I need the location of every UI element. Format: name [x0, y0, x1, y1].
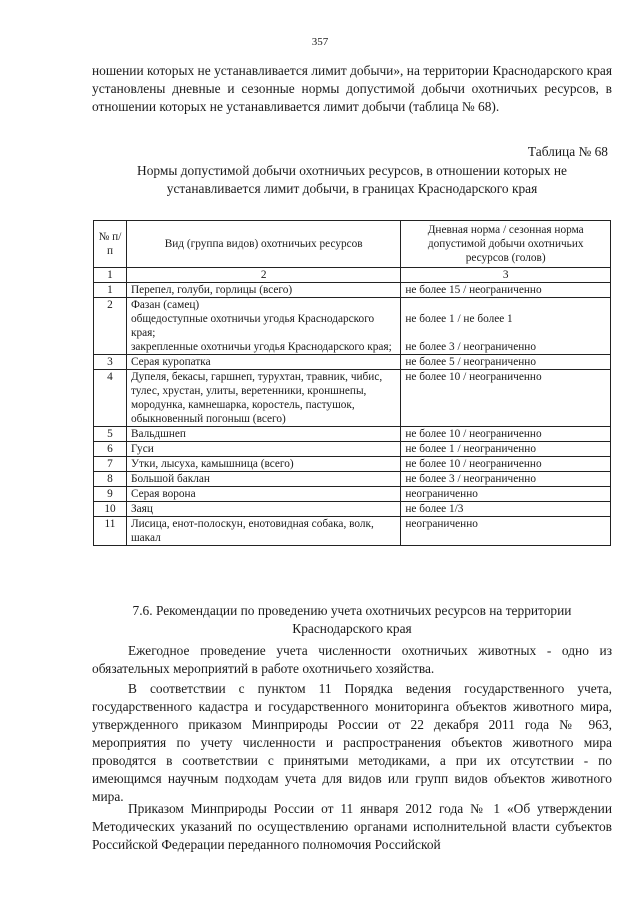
body-paragraph: В соответствии с пунктом 11 Порядка ведения государственного учета, государственного кадастра и государственного мониторинга объектов животного мира, утвержденного приказом Минприроды России от 22 декабря 2011 года № 963, мероприятия по учету численности и распространения объектов животного мира проводятся в соответствии с принятыми методиками, а при их отсутствии - по имеющимся научным подходам учета для видов или групп видов объектов животного мира. [92, 681, 612, 804]
species-cell: Вальдшнеп [126, 427, 400, 442]
table-title: Нормы допустимой добычи охотничьих ресурсов, в отношении которых не устанавливается лимит добычи, в границах Краснодарского края [137, 163, 567, 196]
species-cell [126, 298, 400, 355]
norm-cell [401, 298, 611, 355]
table-row [94, 517, 611, 546]
body-paragraph: Ежегодное проведение учета численности охотничьих животных - одно из обязательных мероприятий в работе охотничьего хозяйства. [92, 643, 612, 676]
row-number: 4 [94, 370, 127, 427]
norm-subgroup: не более 1 / не более 1 [405, 313, 513, 325]
row-number: 2 [94, 298, 127, 355]
norm-cell: не более 10 / неограниченно [401, 427, 611, 442]
hunting-norms-table [93, 220, 611, 546]
header-norm: Дневная норма / сезонная норма допустимой добычи охотничьих ресурсов (голов) [401, 221, 611, 268]
species-subgroup: закрепленные охотничьи угодья Краснодарского края; [130, 341, 392, 353]
species-cell: Большой баклан [126, 472, 400, 487]
row-number: 7 [94, 457, 127, 472]
norm-cell: не более 1 / неограниченно [401, 442, 611, 457]
row-number: 1 [94, 283, 127, 298]
species-cell: Дупеля, бекасы, гаршнеп, турухтан, травник, чибис, тулес, хрустан, улиты, веретенники, кроншнепы, мородунка, камнешарка, коростель, пастушок, обыкновенный погоныш (всего) [126, 370, 400, 427]
column-index: 1 [94, 268, 127, 283]
table-row [94, 355, 611, 370]
species-cell: Утки, лысуха, камышница (всего) [126, 457, 400, 472]
header-species: Вид (группа видов) охотничьих ресурсов [126, 221, 400, 268]
table-row [94, 487, 611, 502]
norm-cell: не более 5 / неограниченно [401, 355, 611, 370]
norm-cell: не более 15 / неограниченно [401, 283, 611, 298]
species-subgroup: общедоступные охотничьи угодья Краснодарского края; [130, 313, 375, 339]
species-cell: Гуси [126, 442, 400, 457]
species-cell: Лисица, енот-полоскун, енотовидная собака, волк, шакал [126, 517, 400, 546]
table-header-row [94, 221, 611, 268]
norm-cell: не более 3 / неограниченно [401, 472, 611, 487]
species-cell: Заяц [126, 502, 400, 517]
table-row [94, 457, 611, 472]
table-row [94, 472, 611, 487]
norm-cell: неограниченно [401, 487, 611, 502]
row-number: 11 [94, 517, 127, 546]
column-index-row [94, 268, 611, 283]
norm-cell: неограниченно [401, 517, 611, 546]
species-cell: Перепел, голуби, горлицы (всего) [126, 283, 400, 298]
row-number: 5 [94, 427, 127, 442]
species-cell: Серая ворона [126, 487, 400, 502]
row-number: 8 [94, 472, 127, 487]
column-index: 3 [401, 268, 611, 283]
row-number: 10 [94, 502, 127, 517]
row-number: 9 [94, 487, 127, 502]
body-paragraph: Приказом Минприроды России от 11 января 2012 года № 1 «Об утверждении Методических указаний по осуществлению органами исполнительной власти субъектов Российской Федерации переданного полномочия Российской [92, 801, 612, 852]
table-row [94, 502, 611, 517]
table-row [94, 442, 611, 457]
table-row [94, 370, 611, 427]
norm-cell: не более 10 / неограниченно [401, 370, 611, 427]
page-number: 357 [311, 36, 329, 48]
norm-cell: не более 10 / неограниченно [401, 457, 611, 472]
row-number: 6 [94, 442, 127, 457]
column-index: 2 [126, 268, 400, 283]
table-label: Таблица № 68 [527, 144, 608, 159]
norm-cell: не более 1/3 [401, 502, 611, 517]
norm-subgroup: не более 3 / неограниченно [405, 341, 536, 353]
species-group-title: Фазан (самец) [130, 299, 200, 311]
species-cell: Серая куропатка [126, 355, 400, 370]
intro-paragraph: ношении которых не устанавливается лимит добычи», на территории Краснодарского края установлены дневные и сезонные нормы допустимой добычи охотничьих ресурсов, в отношении которых не устанавливается лимит добычи (таблица № 68). [92, 63, 612, 114]
section-title: 7.6. Рекомендации по проведению учета охотничьих ресурсов на территории Краснодарского края [132, 603, 572, 636]
row-number: 3 [94, 355, 127, 370]
table-row [94, 283, 611, 298]
table-row [94, 427, 611, 442]
table-row [94, 298, 611, 355]
header-number: № п/п [94, 221, 127, 268]
